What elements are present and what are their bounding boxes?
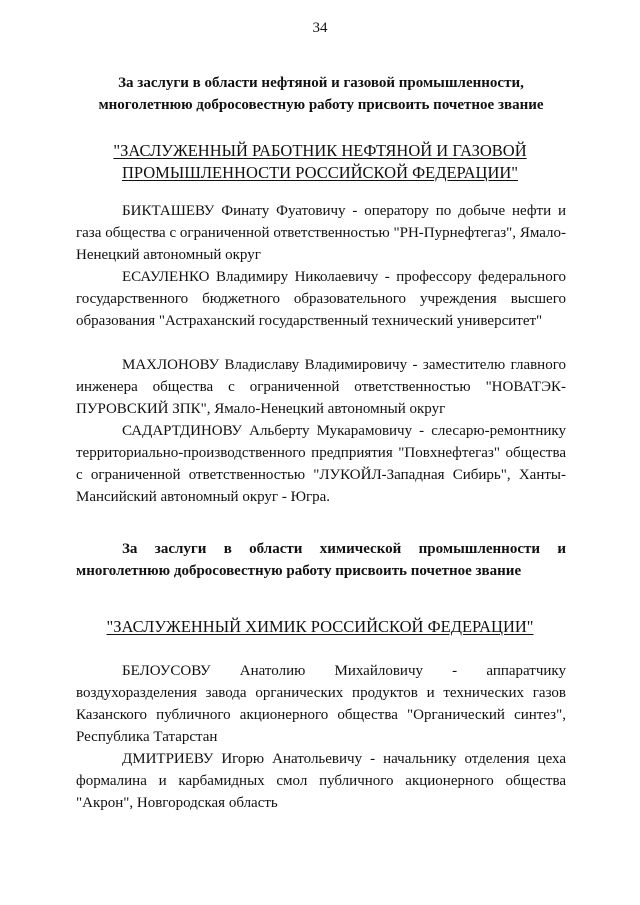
honorary-title-chemist: "ЗАСЛУЖЕННЫЙ ХИМИК РОССИЙСКОЙ ФЕДЕРАЦИИ" bbox=[106, 617, 534, 636]
award-entry-biktashev: БИКТАШЕВУ Финату Фуатовичу - оператору по добыче нефти и газа общества с ограниченной ответственностью "РН-Пурнефтегаз", Ямало-Ненецкий автономный округ bbox=[76, 203, 566, 263]
award-entry-dmitriev: ДМИТРИЕВУ Игорю Анатольевичу - начальнику отделения цеха формалина и карбамидных смол публичного акционерного общества "Акрон", Новгородская область bbox=[76, 751, 566, 811]
award-entry-belousov: БЕЛОУСОВУ Анатолию Михайловичу - аппаратчику воздухоразделения завода органических продуктов и технических газов Казанского публичного акционерного общества "Органический синтез", Республика Татарстан bbox=[76, 663, 566, 745]
page-number: 34 bbox=[312, 20, 328, 36]
honorary-title-oil-gas-line2: ПРОМЫШЛЕННОСТИ РОССИЙСКОЙ ФЕДЕРАЦИИ" bbox=[121, 163, 519, 182]
award-entry-sadartdinov: САДАРТДИНОВУ Альберту Мукарамовичу - слесарю-ремонтнику территориально-производственного предприятия "Повхнефтегаз" общества с ограниченной ответственностью "ЛУКОЙЛ-Западная Сибирь", Ханты-Мансийский автономный округ - Югра. bbox=[76, 423, 566, 505]
award-entry-esaulenko: ЕСАУЛЕНКО Владимиру Николаевичу - профессору федерального государственного бюджетного образовательного учреждения высшего образования "Астраханский государственный технический университет" bbox=[76, 269, 566, 329]
honorary-title-oil-gas-line1: "ЗАСЛУЖЕННЫЙ РАБОТНИК НЕФТЯНОЙ И ГАЗОВОЙ bbox=[113, 141, 527, 160]
section-heading-oil-gas: За заслуги в области нефтяной и газовой промышленности, многолетнюю добросовестную работу присвоить почетное звание bbox=[98, 75, 544, 113]
section-heading-chemical: За заслуги в области химической промышленности и многолетнюю добросовестную работу присвоить почетное звание bbox=[76, 541, 566, 579]
award-entry-makhlonov: МАХЛОНОВУ Владиславу Владимировичу - заместителю главного инженера общества с ограниченной ответственностью "НОВАТЭК-ПУРОВСКИЙ ЗПК", Ямало-Ненецкий автономный округ bbox=[76, 357, 566, 417]
